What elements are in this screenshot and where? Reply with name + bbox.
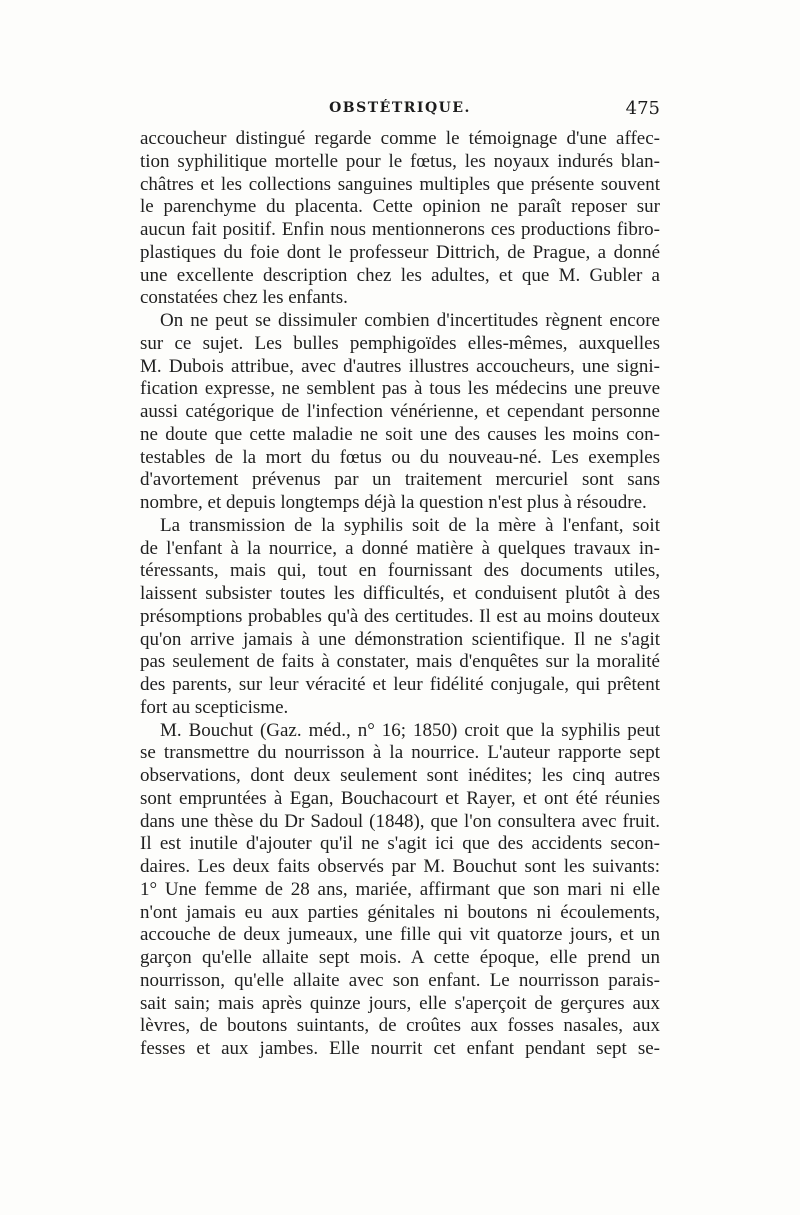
text-line: de l'enfant à la nourrice, a donné matière à quelques travaux in-: [140, 537, 660, 559]
page-number: 475: [625, 98, 660, 119]
text-line: se transmettre du nourrisson à la nourrice. L'auteur rapporte sept: [140, 742, 660, 764]
text-line: d'avortement prévenus par un traitement mercuriel sont sans: [140, 469, 660, 491]
text-line: Il est inutile d'ajouter qu'il ne s'agit ici que des accidents secon-: [140, 833, 660, 855]
text-line: présomptions probables qu'à des certitudes. Il est au moins douteux: [140, 605, 660, 627]
text-line: le parenchyme du placenta. Cette opinion ne paraît reposer sur: [140, 196, 660, 218]
text-line: daires. Les deux faits observés par M. Bouchut sont les suivants:: [140, 856, 660, 877]
text-line: plastiques du foie dont le professeur Dittrich, de Prague, a donné: [140, 241, 660, 263]
text-line: qu'on arrive jamais à une démonstration scientifique. Il ne s'agit: [140, 628, 660, 650]
text-line: M. Dubois attribue, avec d'autres illustres accoucheurs, une signi-: [140, 355, 660, 377]
running-title: OBSTÉTRIQUE.: [329, 100, 471, 116]
body-text: [140, 128, 660, 1061]
text-line: garçon qu'elle allaite sept mois. A cette époque, elle prend un: [140, 947, 660, 968]
text-line: observations, dont deux seulement sont inédites; les cinq autres: [140, 765, 660, 786]
text-line: fort au scepticisme.: [140, 696, 289, 718]
text-line: une excellente description chez les adultes, et que M. Gubler a: [140, 264, 660, 286]
text-line: aussi catégorique de l'infection vénérienne, et cependant personne: [140, 401, 660, 422]
text-line: châtres et les collections sanguines multiples que présente souvent: [140, 173, 660, 195]
text-line: testables de la mort du fœtus ou du nouveau-né. Les exemples: [140, 446, 660, 468]
text-line: La transmission de la syphilis soit de la mère à l'enfant, soit: [160, 514, 660, 536]
text-line: pas seulement de faits à constater, mais d'enquêtes sur la moralité: [140, 651, 660, 673]
text-line: 1° Une femme de 28 ans, mariée, affirmant que son mari ni elle: [140, 878, 660, 900]
text-line: nourrisson, qu'elle allaite avec son enfant. Le nourrisson parais-: [140, 969, 660, 991]
text-line: laissent subsister toutes les difficultés, et conduisent plutôt à des: [140, 583, 660, 604]
page-header: [140, 100, 660, 124]
text-line: fication expresse, ne semblent pas à tous les médecins une preuve: [140, 378, 660, 400]
text-line: On ne peut se dissimuler combien d'incertitudes règnent encore: [160, 310, 660, 331]
text-line: sur ce sujet. Les bulles pemphigoïdes elles-mêmes, auxquelles: [140, 332, 660, 354]
text-line: téressants, mais qui, tout en fournissant des documents utiles,: [140, 560, 660, 582]
text-line: n'ont jamais eu aux parties génitales ni boutons ni écoulements,: [140, 901, 660, 923]
text-line: fesses et aux jambes. Elle nourrit cet enfant pendant sept se-: [140, 1038, 660, 1059]
text-line: lèvres, de boutons suintants, de croûtes aux fosses nasales, aux: [140, 1015, 660, 1037]
text-line: M. Bouchut (Gaz. méd., n° 16; 1850) croit que la syphilis peut: [160, 719, 660, 741]
text-line: aucun fait positif. Enfin nous mentionnerons ces productions fibro-: [140, 219, 660, 240]
text-line: accoucheur distingué regarde comme le témoignage d'une affec-: [140, 128, 660, 149]
text-line: ne doute que cette maladie ne soit une des causes les moins con-: [140, 423, 660, 445]
text-line: nombre, et depuis longtemps déjà la question n'est plus à résoudre.: [140, 492, 647, 513]
text-line: accouche de deux jumeaux, une fille qui vit quatorze jours, et un: [140, 924, 660, 946]
text-line: tion syphilitique mortelle pour le fœtus, les noyaux indurés blan-: [140, 150, 660, 172]
text-line: sont empruntées à Egan, Bouchacourt et Rayer, et ont été réunies: [140, 787, 660, 809]
text-line: sait sain; mais après quinze jours, elle s'aperçoit de gerçures aux: [140, 992, 660, 1014]
text-line: dans une thèse du Dr Sadoul (1848), que l'on consultera avec fruit.: [140, 810, 660, 832]
text-line: constatées chez les enfants.: [140, 287, 348, 309]
text-line: des parents, sur leur véracité et leur fidélité conjugale, qui prêtent: [140, 674, 660, 695]
